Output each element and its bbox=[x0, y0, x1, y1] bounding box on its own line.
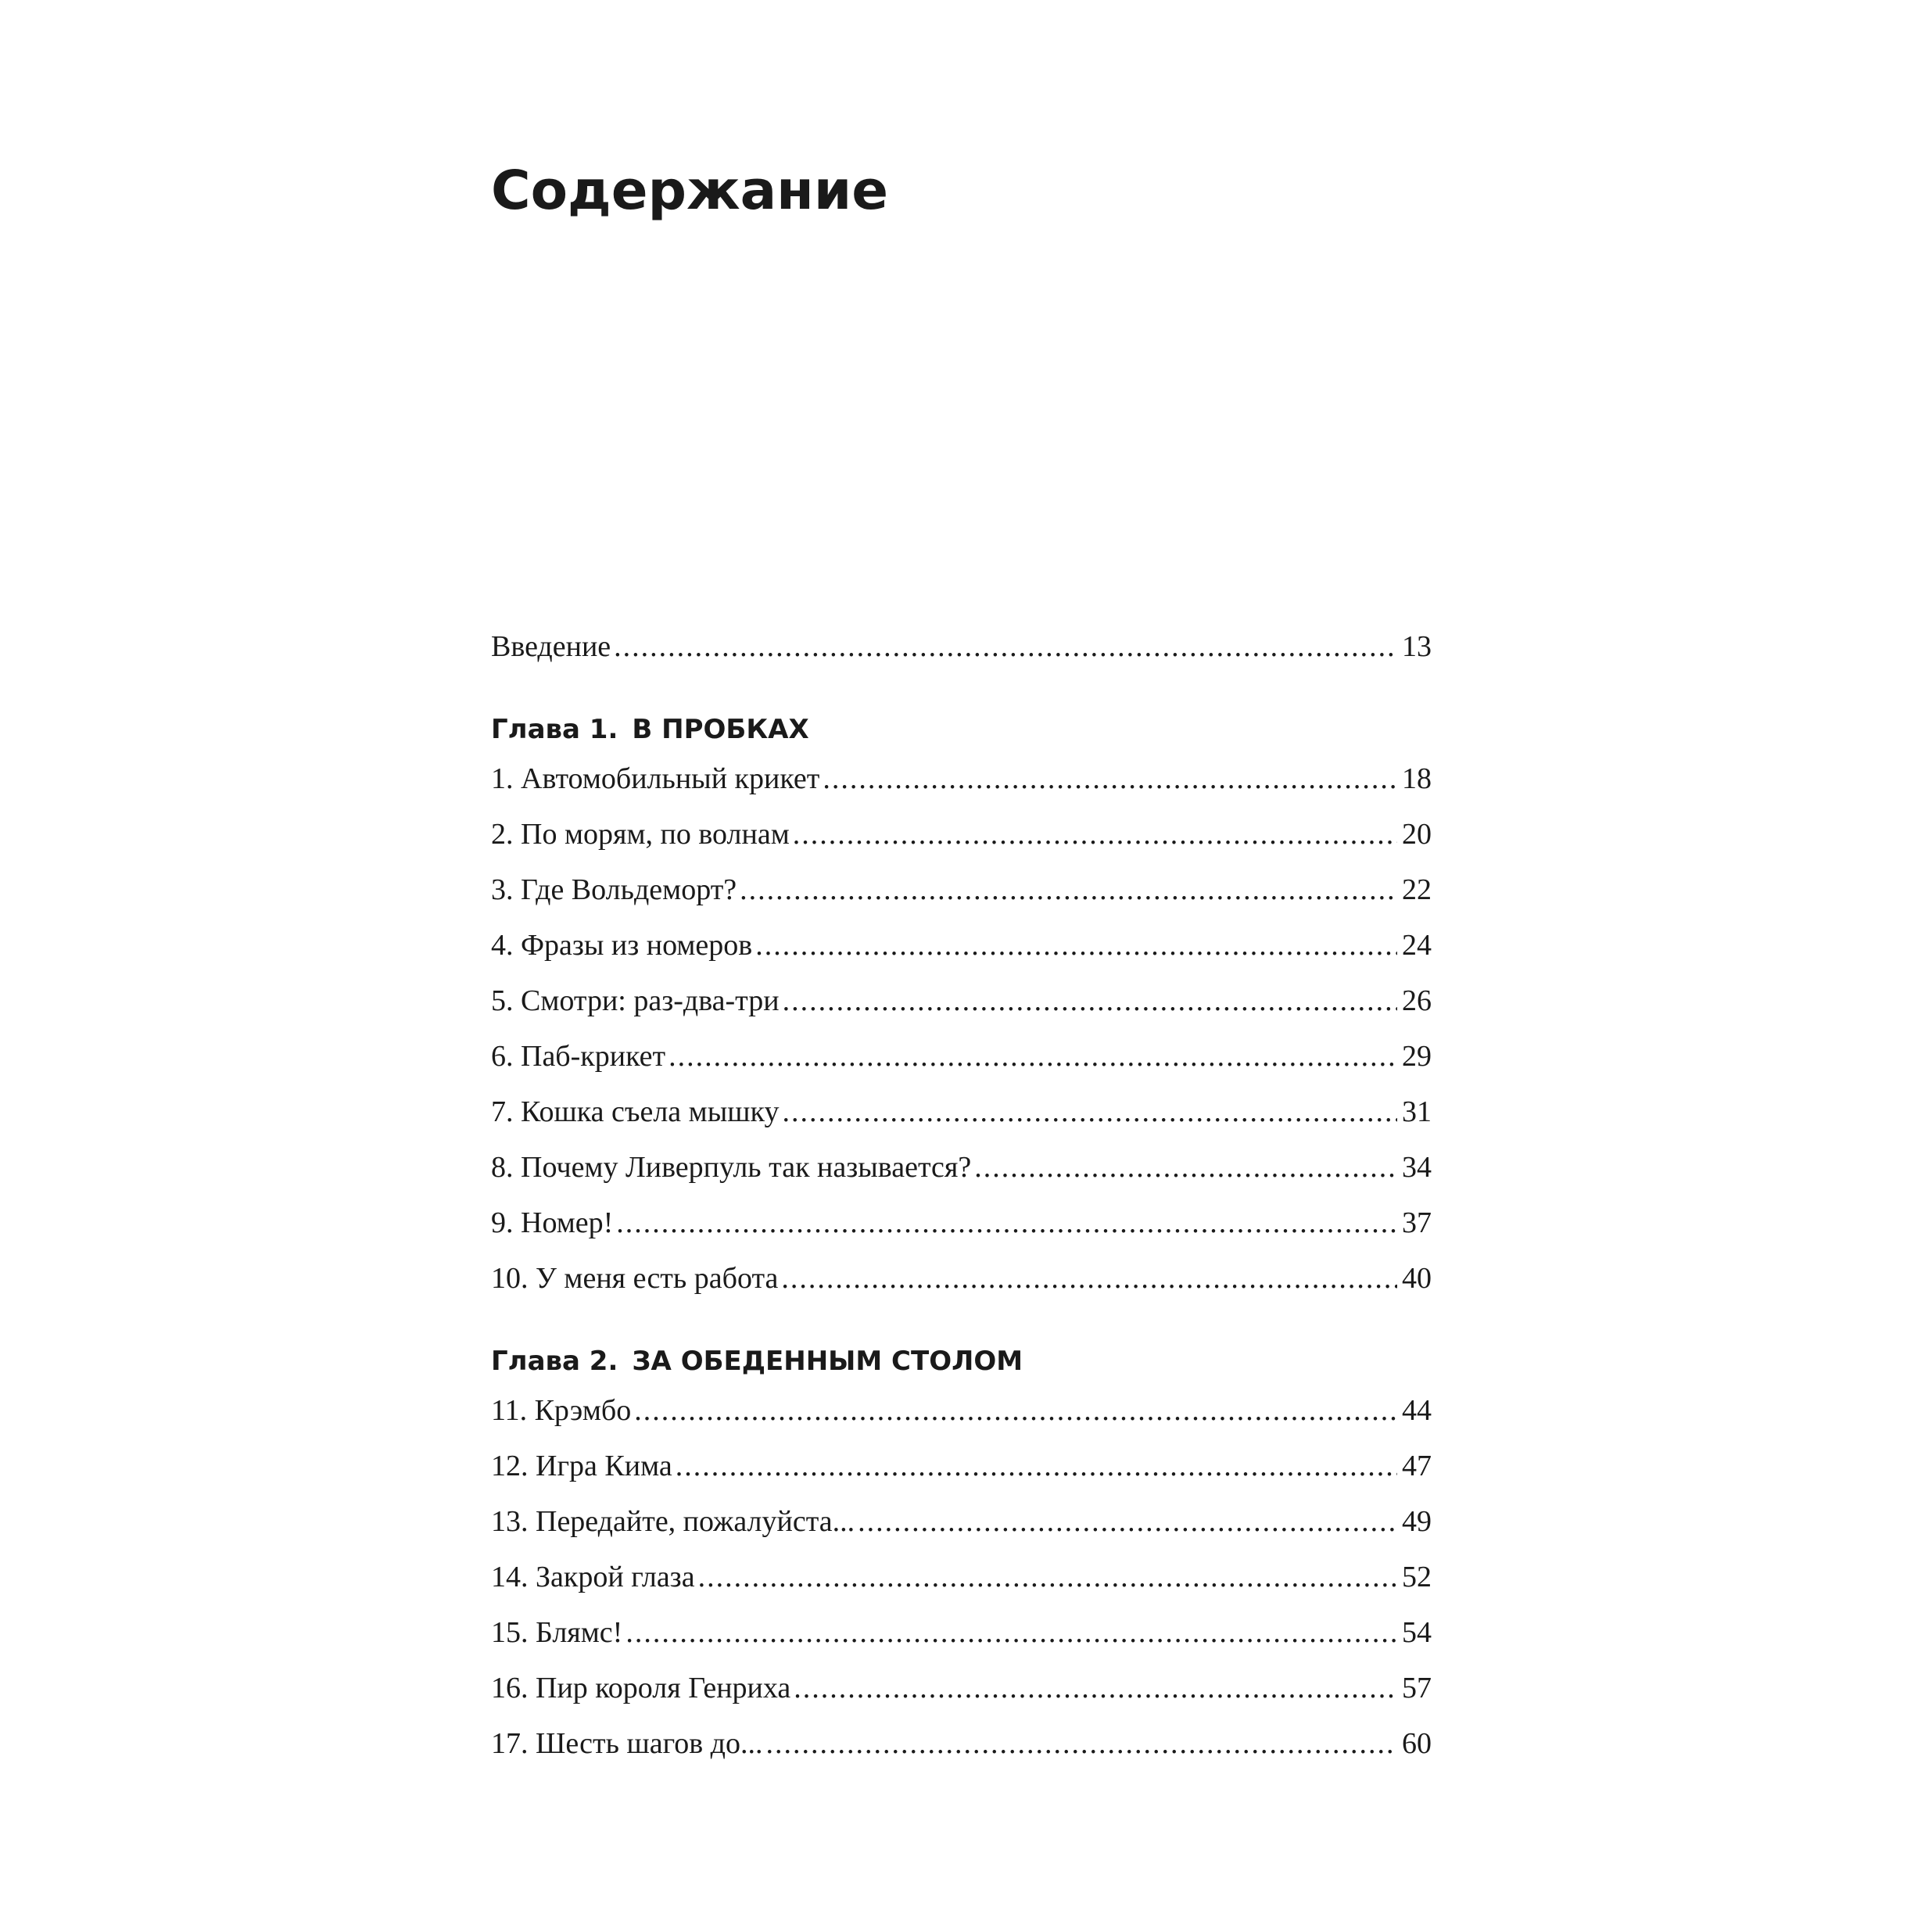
toc-leader-dots bbox=[676, 1449, 1397, 1483]
toc-leader-dots bbox=[668, 1039, 1397, 1074]
toc-entry-label: 14. Закрой глаза bbox=[491, 1561, 695, 1593]
toc-entry[interactable] bbox=[491, 817, 1432, 873]
toc-entry-label: 15. Блямс! bbox=[491, 1616, 623, 1649]
chapter-heading-2 bbox=[491, 1337, 1432, 1385]
toc-leader-dots bbox=[794, 1671, 1397, 1705]
toc-entry-label: 12. Игра Кима bbox=[491, 1450, 672, 1482]
toc-entry-label: 4. Фразы из номеров bbox=[491, 929, 753, 962]
toc-entry-label: 8. Почему Ливерпуль так называется? bbox=[491, 1151, 972, 1184]
toc-entry-page: 57 bbox=[1402, 1672, 1432, 1704]
toc-entry[interactable] bbox=[491, 1393, 1432, 1449]
toc-entry[interactable] bbox=[491, 984, 1432, 1039]
toc-leader-dots bbox=[823, 762, 1397, 796]
toc-leader-dots bbox=[625, 1615, 1397, 1650]
toc-entry-page: 44 bbox=[1402, 1394, 1432, 1427]
toc-entry-page: 40 bbox=[1402, 1262, 1432, 1295]
toc-entry-label: 10. У меня есть работа bbox=[491, 1262, 779, 1295]
table-of-contents bbox=[491, 629, 1432, 1782]
toc-entry-label: 13. Передайте, пожалуйста... bbox=[491, 1505, 855, 1538]
chapter-number: Глава 1. bbox=[491, 714, 618, 745]
toc-entry-page: 20 bbox=[1402, 818, 1432, 851]
toc-entry-label: Введение bbox=[491, 630, 611, 663]
toc-entry-label: 17. Шесть шагов до... bbox=[491, 1727, 763, 1760]
toc-entry-page: 52 bbox=[1402, 1561, 1432, 1593]
toc-entry-page: 24 bbox=[1402, 929, 1432, 962]
toc-entry[interactable] bbox=[491, 1039, 1432, 1095]
toc-entry-page: 47 bbox=[1402, 1450, 1432, 1482]
toc-entry-label: 1. Автомобильный крикет bbox=[491, 762, 820, 795]
toc-entry-intro[interactable] bbox=[491, 629, 1432, 685]
toc-entry-label: 5. Смотри: раз-два-три bbox=[491, 984, 780, 1017]
toc-entry[interactable] bbox=[491, 873, 1432, 928]
toc-entry-label: 3. Где Вольдеморт? bbox=[491, 873, 737, 906]
toc-entry[interactable] bbox=[491, 1150, 1432, 1206]
toc-leader-dots bbox=[858, 1504, 1397, 1539]
toc-entry-label: 16. Пир короля Генриха bbox=[491, 1672, 791, 1704]
toc-leader-dots bbox=[782, 1095, 1397, 1129]
toc-leader-dots bbox=[614, 629, 1397, 664]
toc-entry-page: 22 bbox=[1402, 873, 1432, 906]
page-title: Содержание bbox=[491, 160, 888, 222]
toc-entry-page: 29 bbox=[1402, 1040, 1432, 1073]
toc-entry[interactable] bbox=[491, 1726, 1432, 1782]
chapter-number: Глава 2. bbox=[491, 1346, 618, 1377]
toc-entry-page: 34 bbox=[1402, 1151, 1432, 1184]
toc-entry[interactable] bbox=[491, 762, 1432, 817]
toc-entry-page: 26 bbox=[1402, 984, 1432, 1017]
toc-entry[interactable] bbox=[491, 1095, 1432, 1150]
toc-leader-dots bbox=[793, 817, 1397, 851]
toc-leader-dots bbox=[755, 928, 1397, 962]
toc-entry[interactable] bbox=[491, 1504, 1432, 1560]
toc-entry[interactable] bbox=[491, 1206, 1432, 1261]
toc-leader-dots bbox=[783, 984, 1397, 1018]
toc-entry-page: 37 bbox=[1402, 1206, 1432, 1239]
toc-entry-label: 9. Номер! bbox=[491, 1206, 614, 1239]
toc-leader-dots bbox=[766, 1726, 1398, 1761]
toc-leader-dots bbox=[974, 1150, 1397, 1185]
toc-entry-label: 6. Паб-крикет bbox=[491, 1040, 666, 1073]
toc-leader-dots bbox=[698, 1560, 1397, 1594]
toc-leader-dots bbox=[616, 1206, 1397, 1240]
toc-entry-page: 31 bbox=[1402, 1095, 1432, 1128]
toc-leader-dots bbox=[781, 1261, 1397, 1296]
chapter-title: ЗА ОБЕДЕННЫМ СТОЛОМ bbox=[632, 1346, 1023, 1377]
toc-entry[interactable] bbox=[491, 928, 1432, 984]
toc-entry-page: 49 bbox=[1402, 1505, 1432, 1538]
toc-entry[interactable] bbox=[491, 1615, 1432, 1671]
chapter-title: В ПРОБКАХ bbox=[632, 714, 809, 745]
toc-entry-label: 7. Кошка съела мышку bbox=[491, 1095, 780, 1128]
toc-entry-page: 18 bbox=[1402, 762, 1432, 795]
toc-leader-dots bbox=[740, 873, 1397, 907]
toc-entry-label: 2. По морям, по волнам bbox=[491, 818, 790, 851]
toc-entry-page: 60 bbox=[1402, 1727, 1432, 1760]
toc-entry-label: 11. Крэмбо bbox=[491, 1394, 632, 1427]
toc-entry[interactable] bbox=[491, 1560, 1432, 1615]
chapter-heading-1 bbox=[491, 705, 1432, 754]
toc-entry[interactable] bbox=[491, 1671, 1432, 1726]
toc-leader-dots bbox=[634, 1393, 1397, 1428]
toc-entry-page: 54 bbox=[1402, 1616, 1432, 1649]
toc-entry[interactable] bbox=[491, 1261, 1432, 1317]
toc-entry[interactable] bbox=[491, 1449, 1432, 1504]
toc-entry-page: 13 bbox=[1402, 630, 1432, 663]
